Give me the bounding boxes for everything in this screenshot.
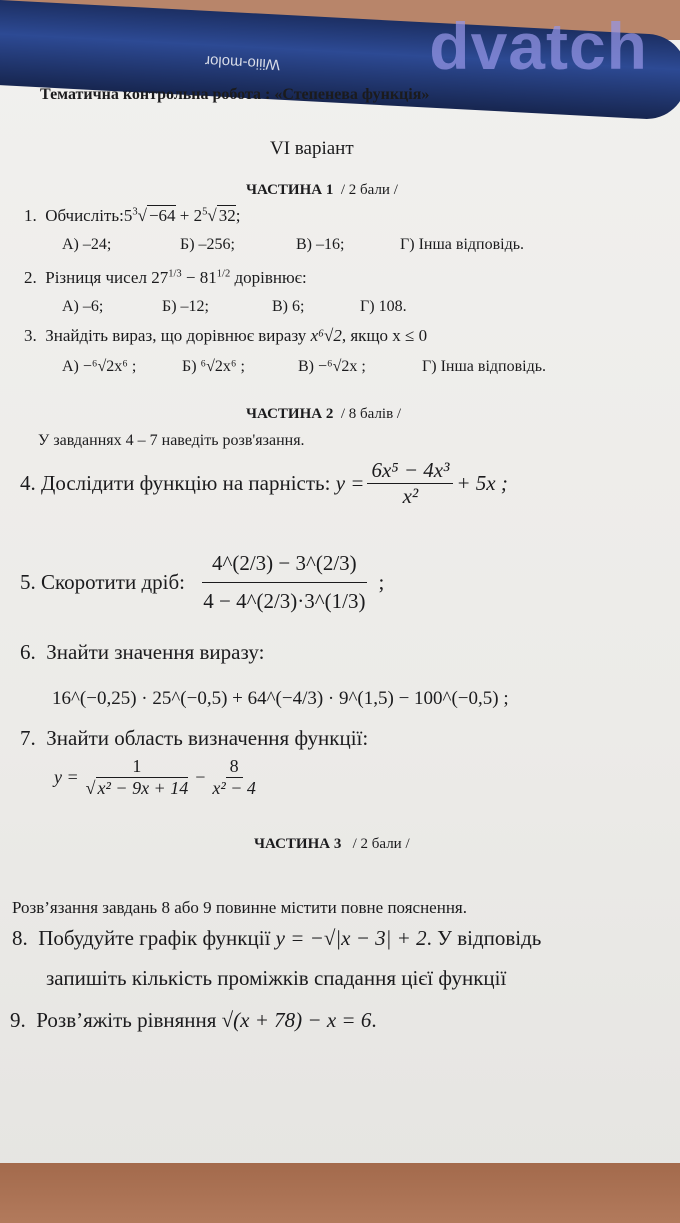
question-5: 5. Скоротити дріб: $\frac{4\^{}(2/3) - 3\^{}(2/3)}{4 - 4\^{}(2/3)\cdot 3\^{}(1/3)}$ ; [20,545,384,620]
question-3: 3. Знайдіть вираз, що дорівнює виразу x⁶√2, якщо x ≤ 0 [24,326,428,345]
q4-fraction: $\frac{\text{6x⁵ − 4x³}}{\text{x²}}$ [367,458,453,509]
q2-option-b: Б) –12; [162,298,209,315]
q2-option-c: В) 6; [272,298,305,315]
pen-brand-label: Wiiio-molor [204,52,281,73]
q6-expression: 16^(−0,25) · 25^(−0,5) + 64^(−4/3) · 9^(1,5) − 100^(−0,5) ; [52,688,509,709]
part3-heading: ЧАСТИНА 3 / 2 бали / [254,836,410,852]
q1-option-b: Б) –256; [180,236,235,253]
part2-instructions: У завданнях 4 – 7 наведіть розв'язання. [38,432,305,449]
table-surface [0,1163,680,1223]
q1-option-c: В) –16; [296,236,345,253]
q3-option-a: А) −⁶√2x⁶ ; [62,358,137,375]
q2-option-d: Г) 108. [360,298,407,315]
watermark: dvatch [429,9,648,83]
q3-option-d: Г) Інша відповідь. [422,358,547,375]
q1-option-a: А) –24; [62,236,112,253]
variant-label: VI варіант [270,138,354,159]
q7-expression: y = $\frac{1}{\text{√ x² − 9x + 14}}$ − $\frac{8}{\text{x² − 4}}$ [54,756,256,798]
q5-fraction: $\frac{4\^{}(2/3) - 3\^{}(2/3)}{4 - 4\^{}(2/3)\cdot 3\^{}(1/3)}$ [193,545,375,620]
question-6: 6. Знайти значення виразу: [20,640,265,664]
question-1: 1. $Обчисліть:5^3√ -64 + 2^5√$ 32; [24,206,241,225]
question-9: 9. Розв’яжіть рівняння √(x + 78) − x = 6. [10,1008,377,1032]
q2-option-a: А) –6; [62,298,104,315]
q1-option-d: Г) Інша відповідь. [400,236,525,253]
part2-heading: ЧАСТИНА 2 / 8 балів / [246,406,402,422]
question-8: 8. Побудуйте графік функції y = −√|x − 3| + 2. У відповідь [12,926,542,950]
question-7: 7. Знайти область визначення функції: [20,726,369,750]
question-2: 2. Різниця чисел $27^{1/3} - 81^{1/2}$ дорівнює: [24,268,307,287]
q8-line-2: запишіть кількість проміжків спадання цієї функції [46,966,507,990]
part3-instructions: Розв’язання завдань 8 або 9 повинне містити повне пояснення. [12,898,467,917]
q3-option-b: Б) ⁶√2x⁶ ; [182,358,245,375]
question-4: 4. Дослідити функцію на парність: y = $\frac{\text{6x⁵ − 4x³}}{\text{x²}}$ + 5x ; [20,458,508,508]
header-title: Тематична контрольна робота : «Степенева функція» [40,86,430,103]
part1-heading: ЧАСТИНА 1 / 2 бали / [246,182,398,198]
q3-option-c: В) −⁶√2x ; [298,358,366,375]
